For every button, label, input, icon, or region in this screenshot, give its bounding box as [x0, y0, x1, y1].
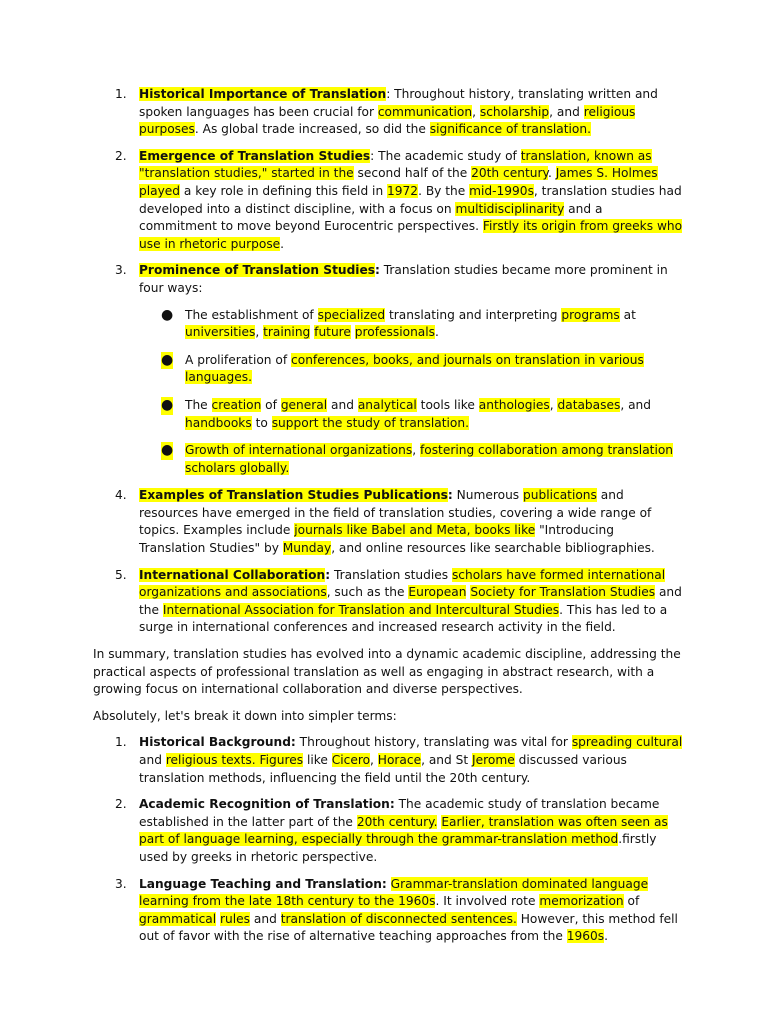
highlighted-text: Grammar-translation dominated language learning from the late 18th century to the 1960s: [139, 876, 649, 909]
bullet-icon: ●: [161, 396, 174, 413]
text-run: a key role in defining this field in: [180, 183, 388, 198]
highlighted-text: memorization: [539, 894, 624, 909]
numbered-list-translation-studies: [93, 86, 683, 637]
list-number: 1.: [115, 87, 127, 101]
highlighted-text: Prominence of Translation Studies: [139, 263, 376, 278]
bullet-icon: ●: [161, 442, 174, 459]
text-run: to: [251, 415, 272, 430]
highlighted-text: 1972: [387, 183, 419, 198]
highlighted-text: religious texts. Figures: [165, 753, 304, 767]
highlighted-text: Munday: [282, 541, 332, 556]
text-run: and: [139, 753, 166, 767]
text-run: The establishment of: [185, 307, 318, 322]
text-run: .: [280, 236, 285, 251]
highlighted-text: specialized: [317, 307, 386, 322]
text-run: at: [619, 307, 636, 322]
text-run: Numerous: [452, 488, 524, 503]
text-run: Throughout history, translating was vital for: [295, 735, 572, 750]
text-run: of: [261, 397, 281, 412]
bullet-icon: ●: [161, 306, 174, 323]
highlighted-text: professionals: [354, 325, 435, 340]
highlighted-text: databases: [557, 397, 621, 412]
highlighted-text: publications: [523, 488, 597, 503]
highlighted-text: Growth of international organizations: [185, 443, 413, 458]
text-run: . This has led to a surge in international conferences and increased research activity in the field.: [139, 602, 668, 635]
text-run: and the: [139, 585, 682, 617]
highlighted-text: Emergence: [139, 148, 216, 163]
list-number: 2.: [115, 148, 127, 163]
highlighted-text: rules: [220, 911, 251, 926]
highlighted-text: scholarship: [479, 104, 550, 119]
text-run: . By the: [418, 183, 470, 198]
text-run: ,: [370, 753, 378, 767]
list-item-text: [139, 734, 683, 787]
text-run: Translation studies became more prominent in four ways:: [139, 263, 668, 295]
highlighted-text: 1960s: [566, 929, 605, 944]
list-number: 4.: [115, 488, 127, 503]
bullet-item: [139, 397, 683, 432]
text-run: , and online resources like searchable bibliographies.: [331, 541, 655, 556]
bullet-item-text: [185, 442, 683, 477]
text-run: tools like: [416, 397, 479, 412]
bullet-item: [139, 307, 683, 342]
list-item-text: [139, 876, 683, 946]
text-run: and: [250, 911, 281, 926]
bullet-item: [139, 442, 683, 477]
list-item-text: [139, 796, 683, 866]
bullet-icon: ●: [161, 351, 174, 368]
highlighted-text: spreading cultural: [571, 735, 683, 750]
text-run: . As global trade increased, so did the: [194, 122, 430, 137]
text-run: , and: [549, 104, 584, 119]
numbered-list-simpler-terms: [93, 734, 683, 946]
list-item: [93, 734, 683, 787]
text-run: and: [327, 397, 358, 412]
highlighted-text: fostering collaboration among translation scholars globally.: [185, 443, 674, 475]
text-run: , and: [620, 397, 652, 412]
bold-text: Language Teaching and Translation:: [139, 876, 387, 891]
text-run: Translation studies: [330, 567, 452, 582]
highlighted-text: 20th century.: [356, 814, 438, 829]
text-run: A proliferation of: [185, 352, 292, 367]
list-item: [93, 148, 683, 254]
bold-text: Academic Recognition of Translation:: [139, 797, 395, 812]
bold-text: Historical Background:: [139, 735, 296, 750]
bold-text: :: [375, 263, 380, 278]
highlighted-text: anthologies: [478, 397, 550, 412]
text-run: ,: [472, 104, 480, 119]
highlighted-text: conferences, books, and journals on translation in various languages.: [185, 352, 644, 385]
highlighted-text: translation of disconnected sentences.: [280, 911, 517, 926]
text-run: .: [604, 929, 608, 944]
highlighted-text: scholars have formed international organizations and associations: [139, 567, 666, 600]
text-run: : The academic study of: [370, 148, 521, 163]
bullet-item: [139, 352, 683, 387]
text-run: and resources have emerged in the field of translation studies, covering a wide range of topics. Examples include: [139, 488, 652, 538]
text-run: like: [303, 753, 332, 767]
highlighted-text: support the study of translation.: [271, 415, 469, 430]
text-run: However, this method fell out of favor with the rise of alternative teaching approaches from the: [139, 911, 678, 944]
highlighted-text: European: [408, 585, 467, 600]
list-item-text: [139, 567, 683, 637]
highlighted-text: purposes: [139, 122, 195, 137]
summary-paragraph: In summary, translation studies has evolved into a dynamic academic discipline, addressing the practical aspects of professional translation as well as engaging in abstract research, with a growing focus on international collaboration and diverse perspectives.: [93, 647, 681, 697]
highlighted-text: International Association for Translation and Intercultural Studies: [162, 602, 560, 617]
highlighted-text: universities: [185, 325, 256, 340]
highlighted-text: general: [280, 397, 328, 412]
text-run: of: [623, 894, 640, 909]
text-run: .firstly used by greeks in rhetoric perspective.: [139, 832, 657, 864]
list-item: [93, 487, 683, 557]
highlighted-text: communication: [377, 104, 473, 119]
highlighted-text: International Collaboration: [139, 567, 326, 582]
list-item-text: [139, 148, 683, 254]
list-number: 3.: [115, 263, 127, 278]
highlighted-text: multidisciplinarity: [455, 201, 565, 216]
highlighted-text: mid-1990s: [469, 183, 534, 198]
list-item-text: [139, 487, 683, 557]
highlighted-text: religious: [583, 104, 636, 119]
highlighted-text: James S. Holmes played: [139, 166, 658, 198]
text-run: .: [547, 166, 556, 181]
highlighted-text: Horace: [377, 753, 422, 767]
bullet-item-text: [185, 397, 683, 432]
highlighted-text: Jerome: [472, 753, 515, 767]
text-run: , such as the: [326, 585, 409, 600]
document-body: [93, 86, 683, 955]
list-number: 1.: [115, 735, 127, 750]
bold-text: :: [325, 567, 331, 582]
highlighted-text: training: [263, 325, 311, 340]
text-run: The academic study of translation became established in the latter part of the: [139, 797, 660, 829]
text-run: ,: [549, 397, 558, 412]
highlighted-text: programs: [561, 307, 620, 322]
list-item-text: [139, 262, 683, 297]
highlighted-text: creation: [211, 397, 262, 412]
text-run: translating and interpreting: [385, 307, 562, 322]
text-run: The: [185, 397, 212, 412]
text-run: , translation studies had developed into a distinct discipline, with a focus on: [139, 183, 682, 216]
highlighted-text: translation, known as "translation studies," started in the: [139, 148, 652, 181]
list-item: [93, 86, 683, 139]
text-run: "Introducing Translation Studies" by: [139, 523, 614, 556]
simpler-terms-intro: Absolutely, let's break it down into simpler terms:: [93, 708, 397, 723]
list-item-text: [139, 86, 683, 139]
highlighted-text: of Translation Studies: [215, 148, 371, 163]
text-run: second half of the: [353, 166, 472, 181]
list-item: [93, 796, 683, 866]
list-number: 2.: [115, 797, 127, 812]
highlighted-text: analytical: [357, 397, 417, 412]
bold-text: :: [447, 488, 453, 503]
text-run: .: [435, 325, 439, 340]
highlighted-text: handbooks: [185, 415, 252, 430]
list-item: [93, 876, 683, 946]
text-run: , and St: [421, 753, 473, 767]
text-run: and a commitment to move beyond Eurocentric perspectives.: [139, 201, 603, 234]
highlighted-text: journals like Babel and Meta, books like: [294, 523, 536, 538]
text-run: ,: [412, 443, 420, 458]
list-item: [93, 262, 683, 477]
text-run: ,: [255, 325, 264, 340]
highlighted-text: future: [314, 325, 351, 340]
text-run: discussed various translation methods, influencing the field until the 20th century.: [139, 753, 627, 785]
list-number: 3.: [115, 876, 127, 891]
highlighted-text: Examples of Translation Studies Publications: [139, 488, 448, 503]
list-number: 5.: [115, 567, 127, 582]
text-run: . It involved rote: [435, 894, 540, 909]
highlighted-text: 20th century: [471, 166, 548, 181]
highlighted-text: Earlier, translation was often seen as part of language learning, especially through the grammar-translation method: [139, 814, 668, 847]
highlighted-text: Firstly its origin from greeks who use in rhetoric purpose: [139, 219, 683, 251]
list-item: [93, 567, 683, 637]
highlighted-text: significance of translation.: [429, 122, 591, 137]
bullet-item-text: [185, 352, 683, 387]
highlighted-text: Historical Importance of Translation: [139, 87, 387, 101]
highlighted-text: Cicero: [331, 753, 371, 767]
text-run: : Throughout history, translating written and spoken languages has been crucial for: [139, 87, 658, 119]
highlighted-text: Society for Translation Studies: [470, 585, 656, 600]
highlighted-text: grammatical: [139, 911, 217, 926]
bullet-item-text: [185, 307, 683, 342]
bullet-list: [139, 307, 683, 478]
